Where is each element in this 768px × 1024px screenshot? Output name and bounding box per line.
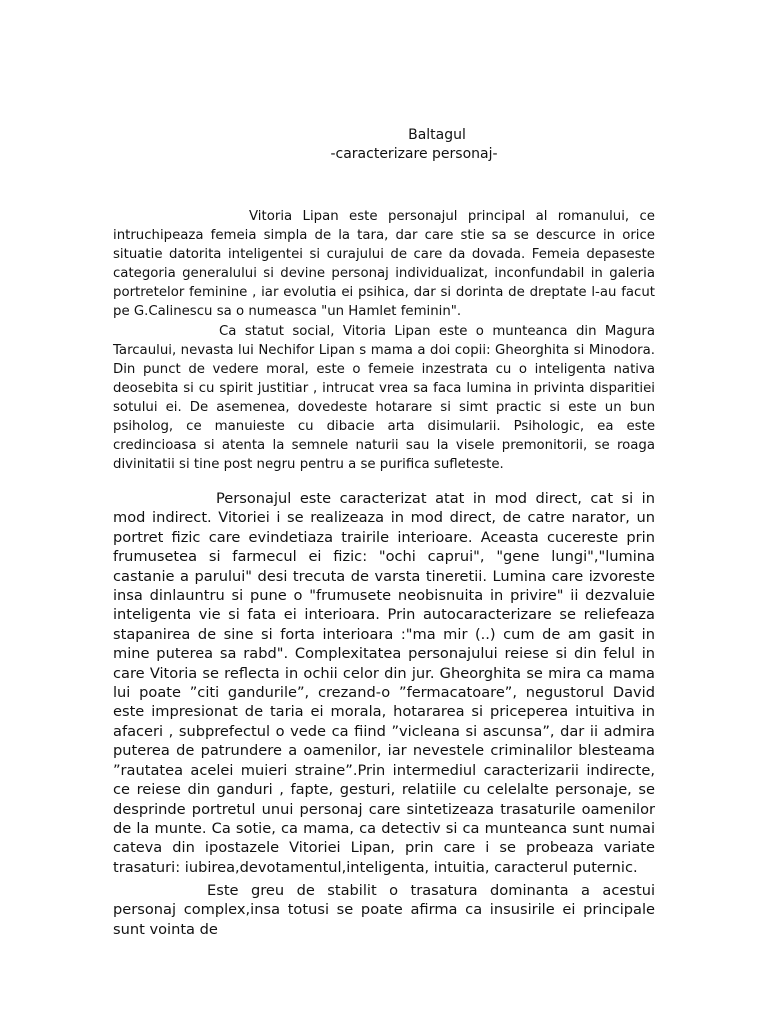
paragraph-block-1 bbox=[113, 207, 655, 339]
paragraph-intro: Vitoria Lipan este personajul principal al romanului, ce intruchipeaza femeia simpla de la tara, dar care stie sa se descurce in orice situatie datorita inteligentei si curajului de care da dovada. Femeia depaseste categoria generalului si devine personaj individualizat, inconfundabil in galeria portretelor feminine , iar evolutia ei psihica, dar si dorinta de dreptate l-au facut pe G.Calinescu sa o numeasca "un Hamlet feminin". bbox=[113, 209, 655, 319]
paragraph-social-status: Ca statut social, Vitoria Lipan este o munteanca din Magura Tarcaului, nevasta lui Nechifor Lipan s mama a doi copii: Gheorghita si Minodora. Din punct de vedere moral, este o femeie inzestrata cu o inteligenta nativa deosebita si cu spirit justitiar , intrucat vrea sa faca lumina in privinta disparitiei sotului ei. De asemenea, dovedeste hotarare si simt practic si este un bun psiholog, ce manuieste cu dibacie arta disimularii. Psihologic, ea este credincioasa si atenta la semnele naturii sau la visele premonitorii, se roaga divinitatii si tine post negru pentru a se purifica sufleteste. bbox=[113, 324, 655, 472]
paragraph-characterization: Personajul este caracterizat atat in mod direct, cat si in mod indirect. Vitoriei i se realizeaza in mod direct, de catre narator, un portret fizic care evindetiaza trairile interioare. Aceasta cucereste prin frumusetea si farmecul ei fizic: "ochi caprui", "gene lungi","lumina castanie a parului" desi trecuta de varsta tineretii. Lumina care izvoreste insa dinlauntru si pune o "frumusete neobisnuita in privire" ii dezvaluie inteligenta vie si fata ei interioara. Prin autocaracterizare se reliefeaza stapanirea de sine si forta interioara :"ma mir (..) cum de am gasit in mine puterea sa rabd". Complexitatea personajului reiese si din felul in care Vitoria se reflecta in ochii celor din jur. Gheorghita se mira ca mama lui poate ”citi gandurile”, crezand-o ”fermacatoare”, negustorul David este impresionat de taria ei morala, hotararea si priceperea intuitiva in afaceri , subprefectul o vede ca fiind ”vicleana si ascunsa”, dar ii admira puterea de patrundere a oamenilor, iar nevestele criminalilor blesteama ”rautatea acelei muieri straine”.Prin intermediul caracterizarii indirecte, ce reiese din ganduri , fapte, gesturi, relatiile cu celelalte personaje, se desprinde portretul unui personaj care sintetizeaza trasaturile oamenilor de la munte. Ca sotie, ca mama, ca detectiv si ca munteanca sunt numai cateva din ipostazele Vitoriei Lipan, prin care i se probeaza variate trasaturi: iubirea,devotamentul,inteligenta, intuitia, caracterul puternic. bbox=[113, 490, 655, 876]
title-block bbox=[0, 126, 768, 164]
paragraph-block-2 bbox=[113, 322, 655, 492]
document-subtitle: -caracterizare personaj- bbox=[330, 146, 498, 162]
paragraph-dominant-trait: Este greu de stabilit o trasatura dominanta a acestui personaj complex,insa totusi se poate afirma ca insusirile ei principale sunt vointa de bbox=[113, 882, 655, 938]
document-title: Baltagul bbox=[408, 127, 466, 143]
paragraph-block-4 bbox=[113, 881, 655, 957]
paragraph-block-3 bbox=[113, 489, 655, 895]
